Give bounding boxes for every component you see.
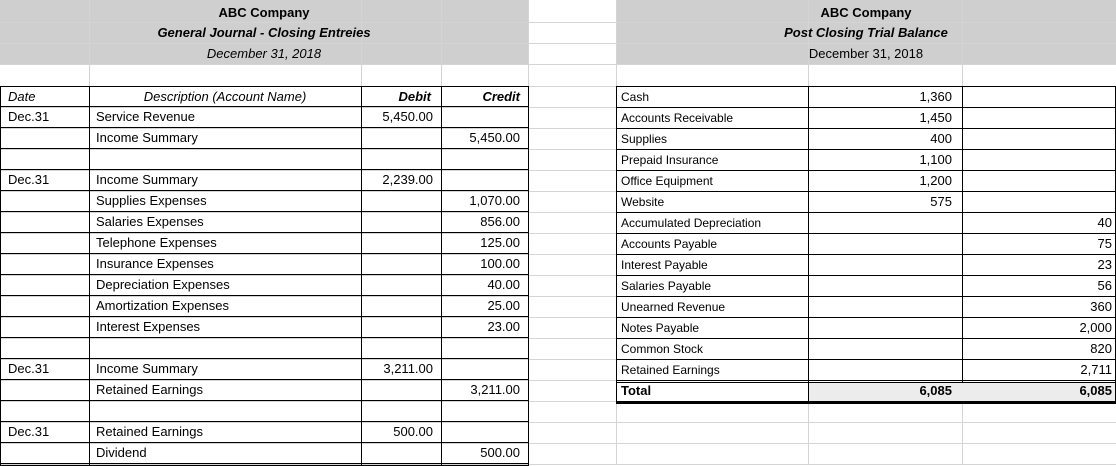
- journal-credit-cell: 25.00: [487, 298, 520, 313]
- trial-balance-account-cell: Retained Earnings: [621, 363, 720, 377]
- trial-balance-account-cell: Office Equipment: [621, 174, 713, 188]
- trial-balance-credit-cell: 820: [1090, 341, 1112, 356]
- journal-date-cell: [4, 275, 93, 295]
- trial-balance-credit-cell: 40: [1097, 215, 1112, 230]
- journal-debit-cell: [361, 233, 441, 253]
- journal-desc-cell: Retained Earnings: [96, 424, 203, 439]
- journal-credit-cell: 40.00: [487, 277, 520, 292]
- journal-header-date: Date: [8, 89, 36, 104]
- trial-balance-debit-cell: [808, 213, 962, 233]
- journal-date: December 31, 2018: [206, 46, 322, 61]
- journal-desc-cell: Retained Earnings: [96, 382, 203, 397]
- journal-date-cell: [4, 401, 93, 421]
- total-bottom-line: [616, 401, 1116, 404]
- journal-header-debit: Debit: [398, 89, 431, 104]
- journal-date-cell: [4, 317, 93, 337]
- trial-balance-company: ABC Company: [820, 5, 912, 20]
- trial-balance-debit-cell: [808, 318, 962, 338]
- total-credit: 6,085: [1079, 383, 1112, 398]
- trial-balance-credit-cell: [962, 150, 1116, 170]
- journal-credit-cell: 500.00: [480, 445, 520, 460]
- journal-desc-cell: [89, 401, 361, 421]
- journal-desc-cell: [89, 338, 361, 358]
- journal-debit-cell: [361, 254, 441, 274]
- journal-date-cell: Dec.31: [8, 424, 50, 439]
- trial-balance-credit-cell: [962, 108, 1116, 128]
- journal-credit-cell: [441, 107, 528, 127]
- trial-balance-credit-cell: [962, 87, 1116, 107]
- journal-debit-cell: 3,211.00: [383, 361, 433, 376]
- trial-balance-debit-cell: 575: [930, 194, 952, 209]
- journal-date-cell: [4, 296, 93, 316]
- journal-desc-cell: Depreciation Expenses: [96, 277, 230, 292]
- journal-title: General Journal - Closing Entreies: [157, 25, 371, 40]
- journal-debit-cell: [361, 338, 441, 358]
- journal-company: ABC Company: [218, 5, 310, 20]
- trial-balance-credit-cell: 75: [1097, 236, 1112, 251]
- journal-credit-cell: 23.00: [487, 319, 520, 334]
- trial-balance-credit-cell: 2,711: [1080, 362, 1112, 377]
- journal-desc-cell: Salaries Expenses: [96, 214, 204, 229]
- journal-desc-cell: [89, 149, 361, 169]
- trial-balance-account-cell: Unearned Revenue: [621, 300, 726, 314]
- journal-credit-cell: [441, 149, 528, 169]
- journal-date-cell: [4, 191, 93, 211]
- journal-credit-cell: 125.00: [480, 235, 520, 250]
- trial-balance-title: Post Closing Trial Balance: [784, 25, 948, 40]
- journal-desc-cell: Amortization Expenses: [96, 298, 229, 313]
- trial-balance-credit-cell: [962, 129, 1116, 149]
- journal-date-cell: Dec.31: [8, 109, 50, 124]
- journal-date-cell: Dec.31: [8, 361, 50, 376]
- journal-date-cell: [4, 380, 93, 400]
- journal-date-cell: Dec.31: [8, 172, 50, 187]
- journal-desc-cell: Interest Expenses: [96, 319, 201, 334]
- journal-date-cell: [4, 149, 93, 169]
- journal-credit-cell: 856.00: [480, 214, 520, 229]
- journal-credit-cell: [441, 338, 528, 358]
- trial-balance-account-cell: Website: [621, 195, 665, 209]
- trial-balance-account-cell: Common Stock: [621, 342, 704, 356]
- trial-balance-credit-cell: 56: [1097, 278, 1112, 293]
- journal-credit-cell: [441, 422, 528, 442]
- trial-balance-credit-cell: [962, 192, 1116, 212]
- trial-balance-account-cell: Cash: [621, 90, 650, 104]
- journal-desc-cell: Insurance Expenses: [96, 256, 214, 271]
- trial-balance-debit-cell: [808, 234, 962, 254]
- trial-balance-account-cell: Notes Payable: [621, 321, 700, 335]
- trial-balance-account-cell: Accumulated Depreciation: [621, 216, 762, 230]
- journal-desc-cell: Supplies Expenses: [96, 193, 207, 208]
- trial-balance-debit-cell: [808, 360, 962, 380]
- trial-balance-credit-cell: 360: [1090, 299, 1112, 314]
- journal-debit-cell: [361, 401, 441, 421]
- total-debit: 6,085: [919, 383, 952, 398]
- journal-header-credit: Credit: [482, 89, 520, 104]
- trial-balance-account-cell: Supplies: [621, 132, 668, 146]
- journal-debit-cell: [361, 191, 441, 211]
- journal-desc-cell: Telephone Expenses: [96, 235, 217, 250]
- journal-credit-cell: [441, 359, 528, 379]
- journal-credit-cell: 1,070.00: [469, 193, 520, 208]
- journal-debit-cell: [361, 296, 441, 316]
- journal-debit-cell: 5,450.00: [382, 109, 433, 124]
- journal-desc-cell: Income Summary: [96, 361, 198, 376]
- trial-balance-date: December 31, 2018: [808, 46, 924, 61]
- journal-debit-cell: [361, 212, 441, 232]
- journal-credit-cell: 5,450.00: [469, 130, 520, 145]
- journal-credit-cell: 3,211.00: [470, 382, 520, 397]
- journal-debit-cell: [361, 275, 441, 295]
- trial-balance-debit-cell: 1,100: [919, 152, 952, 167]
- journal-row-line: [0, 463, 529, 464]
- trial-balance-debit-cell: [808, 255, 962, 275]
- trial-balance-debit-cell: [808, 297, 962, 317]
- trial-balance-debit-cell: [808, 276, 962, 296]
- journal-header-description: Description (Account Name): [143, 89, 307, 104]
- trial-balance-debit-cell: [808, 339, 962, 359]
- journal-debit-cell: 500.00: [393, 424, 433, 439]
- journal-debit-cell: [361, 128, 441, 148]
- trial-balance-account-cell: Interest Payable: [621, 258, 708, 272]
- journal-date-cell: [4, 254, 93, 274]
- journal-credit-cell: [441, 401, 528, 421]
- journal-desc-cell: Service Revenue: [96, 109, 195, 124]
- trial-balance-account-cell: Prepaid Insurance: [621, 153, 719, 167]
- journal-date-cell: [4, 128, 93, 148]
- trial-balance-account-cell: Salaries Payable: [621, 279, 712, 293]
- trial-balance-debit-cell: 1,360: [919, 89, 952, 104]
- journal-desc-cell: Dividend: [96, 445, 147, 460]
- journal-debit-cell: [361, 149, 441, 169]
- journal-debit-cell: [361, 443, 441, 463]
- journal-date-cell: [4, 233, 93, 253]
- total-label: Total: [621, 383, 652, 398]
- journal-date-cell: [4, 212, 93, 232]
- journal-desc-cell: Income Summary: [96, 172, 198, 187]
- trial-balance-debit-cell: 1,200: [919, 173, 952, 188]
- journal-credit-cell: 100.00: [480, 256, 520, 271]
- journal-date-cell: [4, 443, 93, 463]
- trial-balance-credit-cell: 2,000: [1079, 320, 1112, 335]
- trial-balance-debit-cell: 400: [930, 131, 952, 146]
- trial-balance-debit-cell: 1,450: [919, 110, 952, 125]
- trial-balance-credit-cell: [962, 171, 1116, 191]
- grid-line: [0, 64, 1116, 65]
- trial-balance-credit-cell: 23: [1097, 257, 1112, 272]
- journal-credit-cell: [441, 170, 528, 190]
- journal-debit-cell: 2,239.00: [382, 172, 433, 187]
- journal-debit-cell: [361, 317, 441, 337]
- journal-date-cell: [4, 338, 93, 358]
- journal-desc-cell: Income Summary: [96, 130, 198, 145]
- trial-balance-account-cell: Accounts Receivable: [621, 111, 734, 125]
- journal-debit-cell: [361, 380, 441, 400]
- trial-balance-account-cell: Accounts Payable: [621, 237, 718, 251]
